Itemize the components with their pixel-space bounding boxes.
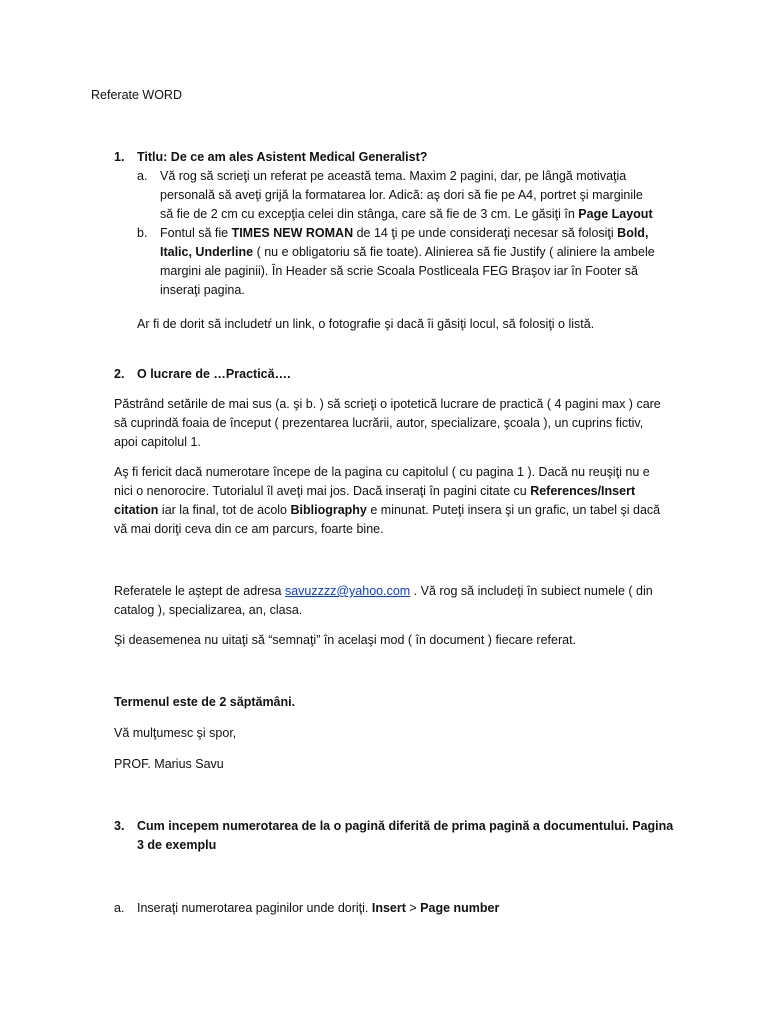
section1-note: Ar fi de dorit să includetŕ un link, o fotografie şi dacă îi găsiţi locul, să folosiţi o listă. — [137, 317, 595, 331]
deadline: Termenul este de 2 săptămâni. — [114, 695, 296, 709]
section3-number: 3. — [114, 819, 125, 833]
section2-number: 2. — [114, 367, 125, 381]
thanks: Vă mulţumesc şi spor, — [114, 726, 237, 740]
page-number-term: Page number — [420, 901, 500, 915]
item-b-line1: Fontul să fie TIMES NEW ROMAN de 14 ţi pe unde consideraţi necesar să folosiţi Bold, — [160, 226, 649, 240]
sign-note: Şi deasemenea nu uitaţi să “semnaţi” în acelaşi mod ( în document ) fiecare referat. — [114, 633, 577, 647]
item-a-line1: Vă rog să scrieţi un referat pe această tema. Maxim 2 pagini, dar, pe lângă motivaţia — [160, 169, 627, 183]
section2-title: O lucrare de …Practică…. — [137, 367, 291, 381]
section1-item-a-text — [160, 167, 653, 224]
item-a-line3: să fie de 2 cm cu excepţia celei din stânga, care să fie de 3 cm. Le găsiţi în Page Layout — [160, 207, 653, 221]
signature: PROF. Marius Savu — [114, 757, 224, 771]
step-a-text: Inseraţi numerotarea paginilor unde doriţi. Insert > Page number — [137, 901, 500, 915]
section2-paragraph2: Aş fi fericit dacă numerotare începe de la pagina cu capitolul ( cu pagina 1 ). Dacă nu reuşiţi nu e nici o nenorocire. Tutorialul îl aveţi mai jos. Dacă inseraţi în pagini citate cu References/Insert citation iar la final, tot de acolo Bibliography e minunat. Puteţi insera şi un grafic, un tabel şi dacă vă mai doriţi ceva din ce am parcurs, foarte bine. — [114, 465, 661, 536]
section3-title: Cum incepem numerotarea de la o pagină diferită de prima pagină a documentului. Pagina 3 de exemplu — [137, 819, 674, 852]
section1-item-a-letter: a. — [137, 169, 148, 183]
step-a-letter: a. — [114, 901, 125, 915]
item-b-line4: inseraţi pagina. — [160, 283, 245, 297]
page-layout-term: Page Layout — [578, 207, 653, 221]
section1-title: Titlu: De ce am ales Asistent Medical Generalist? — [137, 150, 428, 164]
section2-paragraph1: Păstrând setările de mai sus (a. şi b. ) să scrieţi o ipotetică lucrare de practică ( 4 pagini max ) care să cuprindă foaia de început ( prezentarea lucrării, autor, specializare, şcoala ), un cuprins fictiv, apoi capitolul 1. — [114, 397, 661, 449]
section1-number: 1. — [114, 150, 125, 164]
item-b-line3: margini ale paginii). În Header să scrie Scoala Postliceala FEG Braşov iar în Footer să — [160, 264, 638, 278]
section1-item-b-text — [160, 224, 655, 300]
section1-item-b-letter: b. — [137, 226, 148, 240]
item-a-line2: personală să aveţi grijă la formatarea lor. Adică: aş dori să fie pe A4, portret şi marginile — [160, 188, 643, 202]
document-title: Referate WORD — [91, 88, 182, 102]
email-link[interactable]: savuzzzz@yahoo.com — [284, 584, 411, 598]
item-b-line2: Italic, Underline ( nu e obligatoriu să fie toate). Alinierea să fie Justify ( aliniere la ambele — [160, 245, 655, 259]
insert-menu-term: Insert — [371, 901, 406, 915]
contact-paragraph: Referatele le aştept de adresa savuzzzz@yahoo.com . Vă rog să includeţi în subiect numele ( din catalog ), specializarea, an, clasa. — [114, 584, 653, 617]
